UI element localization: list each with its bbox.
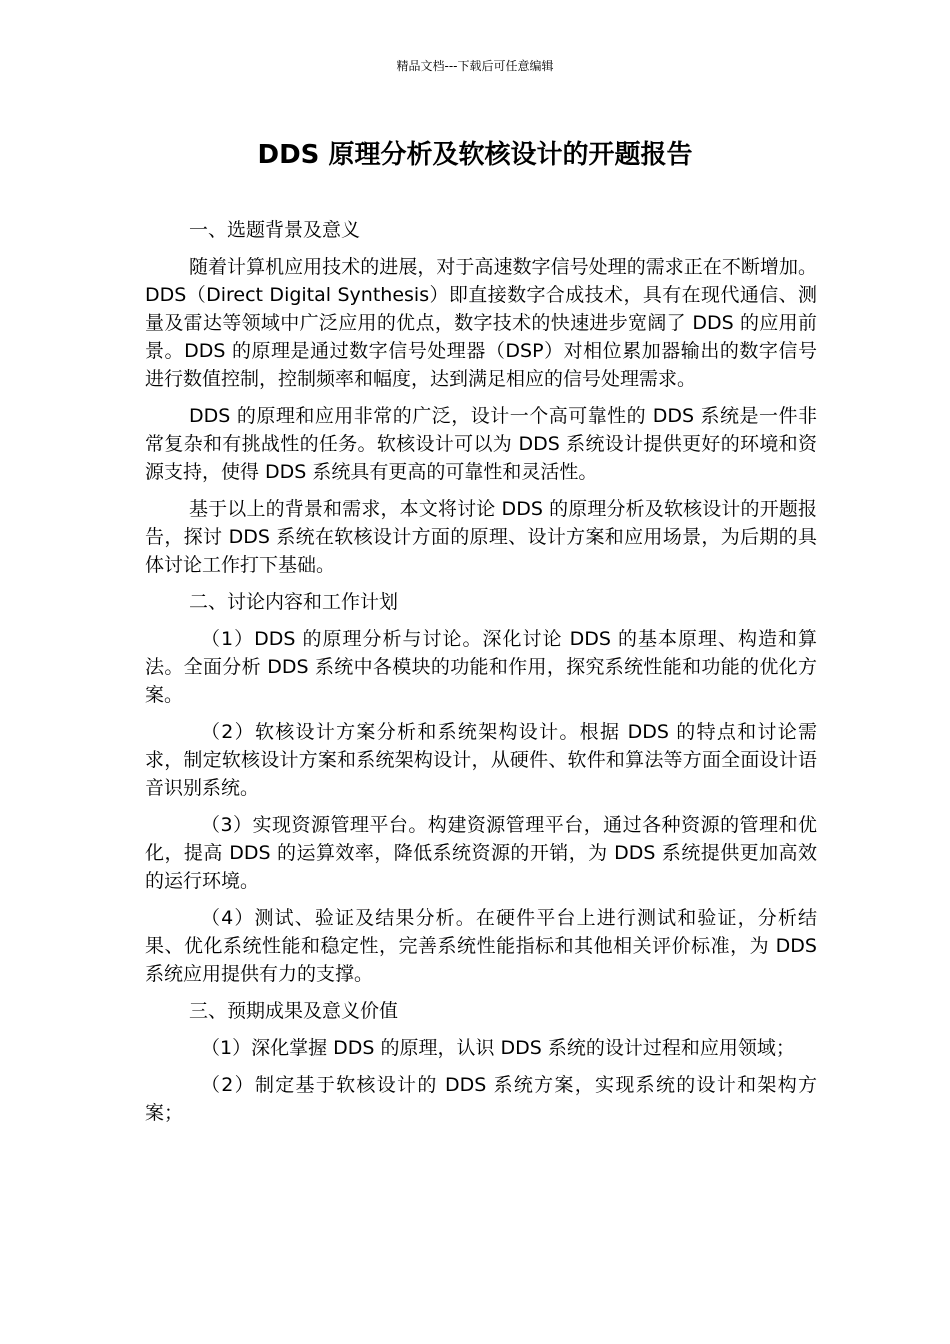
body-paragraph: DDS 的原理和应用非常的广泛，设计一个高可靠性的 DDS 系统是一件非常复杂和有挑战性的任务。软核设计可以为 DDS 系统设计提供更好的环境和资源支持，使得 DDS 系统具有更高的可靠性和灵活性。 (145, 405, 817, 483)
list-item: （4）测试、验证及结果分析。在硬件平台上进行测试和验证，分析结果、优化系统性能和稳定性，完善系统性能指标和其他相关评价标准，为 DDS 系统应用提供有力的支撑。 (145, 907, 817, 985)
section-heading: 一、选题背景及意义 (189, 219, 361, 241)
body-paragraph: 基于以上的背景和需求，本文将讨论 DDS 的原理分析及软核设计的开题报告，探讨 DDS 系统在软核设计方面的原理、设计方案和应用场景，为后期的具体讨论工作打下基础。 (145, 498, 817, 576)
section-heading: 三、预期成果及意义价值 (189, 1000, 399, 1022)
document-body (145, 216, 817, 1136)
list-item: （1）DDS 的原理分析与讨论。深化讨论 DDS 的基本原理、构造和算法。全面分析 DDS 系统中各模块的功能和作用，探究系统性能和功能的优化方案。 (145, 628, 817, 706)
list-item: （3）实现资源管理平台。构建资源管理平台，通过各种资源的管理和优化，提高 DDS 的运算效率，降低系统资源的开销，为 DDS 系统提供更加高效的运行环境。 (145, 814, 817, 892)
document-title: DDS 原理分析及软核设计的开题报告 (257, 140, 693, 170)
page-header: 精品文档---下载后可任意编辑 (396, 59, 554, 73)
list-item: （2）软核设计方案分析和系统架构设计。根据 DDS 的特点和讨论需求，制定软核设计方案和系统架构设计，从硬件、软件和算法等方面全面设计语音识别系统。 (145, 721, 817, 799)
list-item: （2）制定基于软核设计的 DDS 系统方案，实现系统的设计和架构方案； (145, 1074, 817, 1124)
body-paragraph: 随着计算机应用技术的进展，对于高速数字信号处理的需求正在不断增加。DDS（Direct Digital Synthesis）即直接数字合成技术，具有在现代通信、测量及雷达等领域中广泛应用的优点，数字技术的快速进步宽阔了 DDS 的应用前景。DDS 的原理是通过数字信号处理器（DSP）对相位累加器输出的数字信号进行数值控制，控制频率和幅度，达到满足相应的信号处理需求。 (145, 256, 817, 390)
section-heading: 二、讨论内容和工作计划 (189, 591, 399, 613)
list-item: （1）深化掌握 DDS 的原理，认识 DDS 系统的设计过程和应用领域； (201, 1037, 795, 1059)
